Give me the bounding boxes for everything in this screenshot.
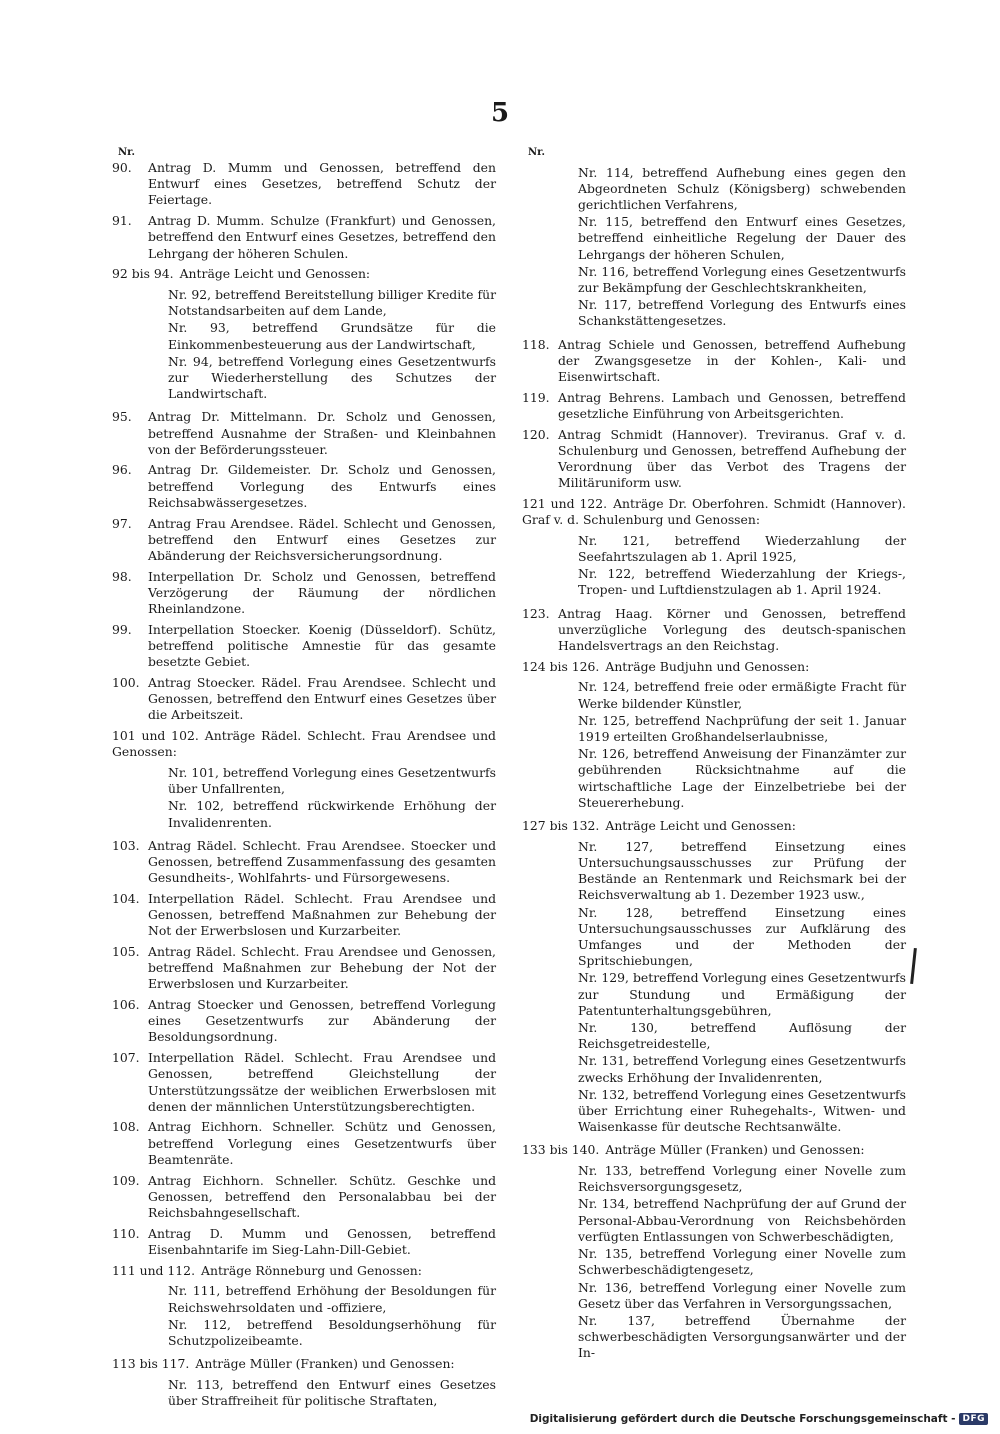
sub-item: Nr. 127, betreffend Einsetzung eines Untersuchungsausschusses zur Prüfung der Bestände an Rentenmark und Reichsmark bei der Reichsverwaltung ab 1. Dezember 1923 usw., bbox=[578, 838, 906, 903]
sub-item: Nr. 125, betreffend Nachprüfung der seit 1. Januar 1919 erteilten Großhandelserlaubnisse, bbox=[578, 712, 906, 744]
entry-number: 104. bbox=[112, 890, 140, 906]
column-header: Nr. bbox=[118, 147, 135, 158]
sub-item: Nr. 94, betreffend Vorlegung eines Gesetzentwurfs zur Wiederherstellung des Schutzes der Landwirtschaft. bbox=[168, 353, 496, 402]
left-entries bbox=[112, 160, 496, 1416]
entry-number: 111 und 112. bbox=[112, 1262, 196, 1278]
spacer bbox=[522, 1363, 906, 1369]
list-item bbox=[112, 266, 496, 282]
sub-item: Nr. 116, betreffend Vorlegung eines Gesetzentwurfs zur Bekämpfung der Geschlechtskrankheiten, bbox=[578, 263, 906, 295]
list-item bbox=[112, 891, 496, 940]
entry-number: 97. bbox=[112, 515, 132, 531]
entry-text: Interpellation Rädel. Schlecht. Frau Arendsee und Genossen, betreffend Maßnahmen zur Behebung der Not der Erwerbslosen und Kurzarbeiter. bbox=[148, 890, 496, 939]
entry-text: Anträge Müller (Franken) und Genossen: bbox=[195, 1356, 455, 1372]
entry-number: 124 bis 126. bbox=[522, 658, 600, 674]
entry-text: Antrag D. Mumm. Schulze (Frankfurt) und Genossen, betreffend den Entwurf eines Gesetzes, betreffend den Lehrgang der höheren Schulen. bbox=[148, 213, 496, 261]
entry-text: Antrag Stoecker. Rädel. Frau Arendsee. Schlecht und Genossen, betreffend den Entwurf eines Gesetzes über die Arbeitszeit. bbox=[148, 674, 496, 723]
list-item bbox=[112, 1263, 496, 1279]
page-number: 5 bbox=[490, 98, 510, 128]
list-item bbox=[112, 1173, 496, 1222]
list-item bbox=[522, 496, 906, 528]
right-column bbox=[522, 146, 906, 1369]
entry-number: 107. bbox=[112, 1050, 140, 1066]
entry-text: Antrag Eichhorn. Schneller. Schütz. Geschke und Genossen, betreffend den Personalabbau bei der Reichsbahngesellschaft. bbox=[148, 1172, 496, 1220]
sub-item: Nr. 124, betreffend freie oder ermäßigte Fracht für Werke bildender Künstler, bbox=[578, 679, 906, 711]
entry-text: Antrag D. Mumm und Genossen, betreffend Eisenbahntarife im Sieg-Lahn-Dill-Gebiet. bbox=[148, 1225, 496, 1257]
footer bbox=[530, 1413, 988, 1425]
sub-item: Nr. 121, betreffend Wiederzahlung der Seefahrtszulagen ab 1. April 1925, bbox=[578, 532, 906, 564]
sub-item: Nr. 114, betreffend Aufhebung eines gegen den Abgeordneten Schulz (Königsberg) schwebenden gerichtlichen Verfahrens, bbox=[578, 164, 906, 212]
entry-number: 91. bbox=[112, 213, 132, 229]
entry-number: 106. bbox=[112, 997, 140, 1013]
entry-text: Anträge Dr. Oberfohren. Schmidt (Hannover). Graf v. d. Schulenburg und Genossen: bbox=[522, 495, 906, 528]
entry-text: Antrag Rädel. Schlecht. Frau Arendsee und Genossen, betreffend Maßnahmen zur Behebung der Not der Erwerbslosen und Kurzarbeiter. bbox=[148, 943, 496, 992]
sub-item: Nr. 137, betreffend Übernahme der schwerbeschädigten Versorgungsanwärter und der In- bbox=[578, 1312, 906, 1361]
list-item bbox=[112, 675, 496, 724]
entry-text: Anträge Leicht und Genossen: bbox=[179, 266, 371, 282]
entry-text: Antrag Dr. Gildemeister. Dr. Scholz und Genossen, betreffend Vorlegung des Entwurfs eines Reichsabwässergesetzes. bbox=[148, 462, 496, 510]
entry-text: Antrag Rädel. Schlecht. Frau Arendsee. Stoecker und Genossen, betreffend Zusammenfassung des gesamten Gesundheits-, Wohlfahrts- und Fürsorgewesens. bbox=[148, 837, 496, 886]
list-item bbox=[522, 606, 906, 655]
list-item bbox=[112, 569, 496, 618]
entry-text: Antrag Schmidt (Hannover). Treviranus. Graf v. d. Schulenburg und Genossen, betreffend Aufhebung der Verordnung über das Verbot des Tragens der Militäruniform usw. bbox=[558, 426, 906, 491]
entry-number: 110. bbox=[112, 1225, 140, 1241]
sub-item: Nr. 102, betreffend rückwirkende Erhöhung der Invalidenrenten. bbox=[168, 798, 496, 830]
sub-item: Nr. 128, betreffend Einsetzung eines Untersuchungsausschusses zur Aufklärung des Umfanges und der Methoden der Spritschiebungen, bbox=[578, 904, 906, 969]
list-item bbox=[112, 944, 496, 993]
entry-number: 108. bbox=[112, 1119, 140, 1135]
footer-text: Digitalisierung gefördert durch die Deutsche Forschungsgemeinschaft - bbox=[529, 1413, 956, 1425]
sub-item: Nr. 130, betreffend Auflösung der Reichsgetreidestelle, bbox=[578, 1019, 906, 1052]
entry-text: Antrag Haag. Körner und Genossen, betreffend unverzügliche Vorlegung des deutsch-spanischen Handelsvertrags an den Reichstag. bbox=[558, 605, 906, 653]
list-item bbox=[112, 997, 496, 1046]
entry-text: Antrag Dr. Mittelmann. Dr. Scholz und Genossen, betreffend Ausnahme der Straßen- und Kleinbahnen von der Beförderungssteuer. bbox=[148, 409, 496, 457]
entry-text: Interpellation Dr. Scholz und Genossen, betreffend Verzögerung der Räumung der nördlichen Rheinlandzone. bbox=[148, 568, 496, 617]
list-item bbox=[112, 1226, 496, 1258]
entry-number: 109. bbox=[112, 1172, 140, 1188]
list-item bbox=[112, 1356, 496, 1372]
sub-item: Nr. 115, betreffend den Entwurf eines Gesetzes, betreffend einheitliche Regelung der Dauer des Lehrgangs der höheren Schulen, bbox=[578, 214, 906, 262]
list-item bbox=[112, 838, 496, 887]
sub-item: Nr. 122, betreffend Wiederzahlung der Kriegs-, Tropen- und Luftdienstzulagen ab 1. April 1924. bbox=[578, 566, 906, 598]
list-item bbox=[522, 390, 906, 422]
list-item bbox=[112, 160, 496, 209]
sub-item: Nr. 129, betreffend Vorlegung eines Gesetzentwurfs zur Stundung und Ermäßigung der Patentunterhaltungsgebühren, bbox=[578, 970, 906, 1018]
entry-number: 113 bis 117. bbox=[112, 1356, 190, 1372]
entry-text: Antrag Stoecker und Genossen, betreffend Vorlegung eines Gesetzentwurfs zur Abänderung der Besoldungsordnung. bbox=[148, 997, 496, 1045]
entry-number: 99. bbox=[112, 621, 132, 637]
entry-number: 90. bbox=[112, 160, 132, 175]
list-item bbox=[112, 213, 496, 262]
sub-item: Nr. 113, betreffend den Entwurf eines Gesetzes über Straffreiheit für politische Straftaten, bbox=[168, 1376, 496, 1409]
sub-item: Nr. 117, betreffend Vorlegung des Entwurfs eines Schankstättengesetzes. bbox=[578, 297, 906, 329]
entry-number: 127 bis 132. bbox=[522, 818, 600, 834]
margin-pencil-mark bbox=[910, 948, 917, 984]
entry-number: 103. bbox=[112, 837, 140, 853]
sub-item: Nr. 111, betreffend Erhöhung der Besoldungen für Reichswehrsoldaten und -offiziere, bbox=[168, 1283, 496, 1315]
list-item bbox=[112, 409, 496, 458]
entry-number: 96. bbox=[112, 462, 132, 478]
list-item bbox=[112, 728, 496, 760]
list-item bbox=[522, 337, 906, 386]
sub-item: Nr. 112, betreffend Besoldungserhöhung für Schutzpolizeibeamte. bbox=[168, 1316, 496, 1348]
entry-number: 92 bis 94. bbox=[112, 266, 174, 282]
list-item bbox=[522, 659, 906, 675]
list-item bbox=[112, 1050, 496, 1115]
sub-item: Nr. 93, betreffend Grundsätze für die Einkommenbesteuerung aus der Landwirtschaft, bbox=[168, 320, 496, 352]
sub-item: Nr. 92, betreffend Bereitstellung billiger Kredite für Notstandsarbeiten auf dem Lande, bbox=[168, 286, 496, 319]
sub-item: Nr. 101, betreffend Vorlegung eines Gesetzentwurfs über Unfallrenten, bbox=[168, 764, 496, 797]
left-column bbox=[112, 146, 496, 1416]
list-item bbox=[522, 818, 906, 834]
entry-number: 105. bbox=[112, 943, 140, 959]
list-item bbox=[112, 516, 496, 565]
entry-text: Anträge Budjuhn und Genossen: bbox=[605, 658, 810, 674]
entry-text: Anträge Rädel. Schlecht. Frau Arendsee und Genossen: bbox=[112, 728, 496, 760]
entry-text: Antrag D. Mumm und Genossen, betreffend den Entwurf eines Gesetzes, betreffend Schutz der Feiertage. bbox=[148, 160, 496, 208]
entry-number: 133 bis 140. bbox=[522, 1142, 600, 1158]
entry-number: 121 und 122. bbox=[522, 495, 608, 511]
entry-text: Antrag Schiele und Genossen, betreffend Aufhebung der Zwangsgesetze in der Kohlen-, Kali- und Eisenwirtschaft. bbox=[558, 336, 906, 384]
entry-text: Anträge Rönneburg und Genossen: bbox=[201, 1262, 422, 1278]
sub-item: Nr. 131, betreffend Vorlegung eines Gesetzentwurfs zwecks Erhöhung der Invalidenrenten, bbox=[578, 1053, 906, 1085]
entry-number: 120. bbox=[522, 426, 550, 442]
sub-item: Nr. 136, betreffend Vorlegung einer Novelle zum Gesetz über das Verfahren in Versorgungssachen, bbox=[578, 1279, 906, 1311]
sub-item: Nr. 133, betreffend Vorlegung einer Novelle zum Reichsversorgungsgesetz, bbox=[578, 1163, 906, 1195]
right-entries bbox=[522, 165, 906, 1369]
entry-number: 123. bbox=[522, 605, 550, 621]
column-header: Nr. bbox=[528, 147, 545, 158]
entry-text: Antrag Eichhorn. Schneller. Schütz und Genossen, betreffend Vorlegung eines Gesetzentwurfs über Beamtenräte. bbox=[148, 1119, 496, 1167]
entry-number: 101 und 102. bbox=[112, 728, 199, 743]
entry-text: Anträge Müller (Franken) und Genossen: bbox=[605, 1142, 865, 1158]
entry-text: Antrag Behrens. Lambach und Genossen, betreffend gesetzliche Einführung von Arbeitsgerichten. bbox=[558, 389, 906, 421]
sub-item: Nr. 135, betreffend Vorlegung einer Novelle zum Schwerbeschädigtengesetz, bbox=[578, 1246, 906, 1278]
entry-number: 98. bbox=[112, 568, 132, 584]
entry-number: 118. bbox=[522, 336, 550, 352]
list-item bbox=[112, 1119, 496, 1168]
list-item bbox=[112, 622, 496, 671]
list-item bbox=[112, 462, 496, 511]
entry-text: Interpellation Stoecker. Koenig (Düsseldorf). Schütz, betreffend politische Amnestie für das gesamte besetzte Gebiet. bbox=[148, 621, 496, 670]
sub-item: Nr. 134, betreffend Nachprüfung der auf Grund der Personal-Abbau-Verordnung von Reichsbehörden verfügten Entlassungen von Schwerbeschädigten, bbox=[578, 1196, 906, 1244]
entry-text: Anträge Leicht und Genossen: bbox=[605, 818, 796, 834]
entry-number: 95. bbox=[112, 409, 132, 425]
list-item bbox=[522, 1142, 906, 1158]
entry-number: 100. bbox=[112, 674, 140, 690]
list-item bbox=[522, 427, 906, 492]
entry-text: Interpellation Rädel. Schlecht. Frau Arendsee und Genossen, betreffend Gleichstellung der Unterstützungssätze der weiblichen Erwerbslosen mit denen der männlichen Unterstützungsberechtigten. bbox=[148, 1050, 496, 1114]
entry-text: Antrag Frau Arendsee. Rädel. Schlecht und Genossen, betreffend den Entwurf eines Gesetzes zur Abänderung der Reichsversicherungsordnung. bbox=[148, 515, 496, 563]
entry-number: 119. bbox=[522, 389, 550, 405]
dfg-logo: DFG bbox=[959, 1413, 988, 1425]
sub-item: Nr. 132, betreffend Vorlegung eines Gesetzentwurfs über Errichtung einer Ruhegehalts-, Witwen- und Waisenkasse für deutsche Rechtsanwälte. bbox=[578, 1086, 906, 1135]
spacer bbox=[112, 1410, 496, 1416]
sub-item: Nr. 126, betreffend Anweisung der Finanzämter zur gebührenden Rücksichtnahme auf die wirtschaftliche Lage der Einzelbetriebe bei der Steuererhebung. bbox=[578, 746, 906, 810]
